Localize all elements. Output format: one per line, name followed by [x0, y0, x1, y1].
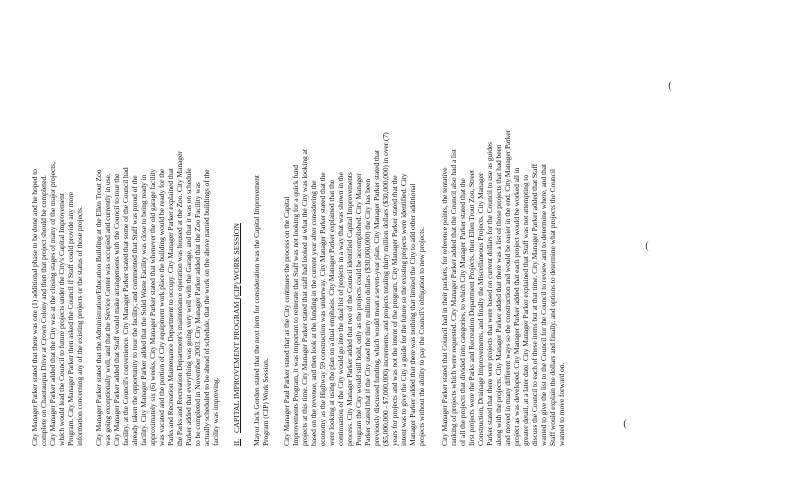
text-line: process. City Manager Parker added that two of the Council identified Capital Improvements [345, 172, 354, 446]
text-line: which would lead the Council to future projects under the City's Capital Improvement [57, 193, 66, 446]
text-line: City Manager Parker stated that Council had in their packets, for reference points, the tentative [440, 167, 449, 446]
text-line: greater detail, at a later date. City Manager Parker explained that Staff was not attempting to [521, 174, 530, 446]
text-line: discuss the Council to each of these items but at that time. City Manager Parker added that Staff [530, 163, 539, 446]
text-line: project as was developed. City Manager Parker added that each project would be worked all in [512, 167, 521, 446]
section-number: II. [232, 438, 241, 446]
text-line: Parker stated that if the City used the thirty million dollars ($30,000,000) the City has been [363, 178, 372, 446]
text-line: ($5,000,000 - $7,000,000) increments, and projects totaling thirty million dollars ($30,000,000) in over (7) [381, 132, 390, 446]
text-line: and moved in many different ways so the construction and would be easier in the end. City Manager Parker [503, 129, 512, 446]
text-line: City Manager Parker added that the City was at the closing stages of many of the major projects, [48, 162, 57, 446]
section-title: CAPITAL IMPROVEMENT PROGRAM (CIP) WORK SESSION [232, 222, 241, 433]
text-line: were looking at using the plan on a dual emphasis. City Manager Parker explained that the [327, 179, 336, 446]
margin-mark: ( [645, 240, 649, 252]
text-line: Improvements Program, it was important to reiterate that Staff was not looking for a quick fund [291, 165, 300, 446]
margin-mark: ( [623, 418, 627, 430]
text-line: actually scheduled to be ahead of schedule, that the work on the above named buildings of the [202, 169, 211, 446]
text-line: Program. City Manager Parker then asked the Council if Staff could provide any more [66, 192, 75, 446]
text-line: projects at this time. City Manager Parker stated that staff had looked at what the City was looking at [300, 149, 309, 446]
text-line: ranking of projects which were requested. City Manager Parker added that the Council also had a list [449, 149, 458, 446]
text-line: wanted to move forward on. [557, 362, 566, 446]
text-line: was going exceptionally well, and that the Service Center was occupied and currently in use. [103, 173, 112, 446]
text-line: continuation of the City would go into the dual list of projects in a way that was shown in the [336, 172, 345, 446]
text-line: complete on Chautauqua Drive at Crown Colony and then that project should be completed. [39, 175, 48, 446]
text-line: Parks and Recreation Maintenance Department to occupy. City Manager Parker explained that [166, 168, 175, 446]
text-line: Mayor Jack Gorden stated that the next item for consideration was the Capital Improvement [252, 175, 261, 446]
section-heading [232, 223, 241, 446]
text-line: Staff would explain the dollars and finally, and options to determine what projects the Council [548, 169, 557, 446]
text-line: intent was to give the City a guide for the future so the existing projects were identified. City [399, 173, 408, 446]
text-line: years for projects and was not the intent of the program. City Manager Parker stated that the [390, 175, 399, 446]
text-line: based on the revenue, and then look at the funding in the current year after considering the [309, 180, 318, 446]
text-line: information concerning any of the existing projects or the status of those projects. [75, 206, 84, 446]
text-line: City Manager Paul Parker stated that as the City continues the process on the Capital [282, 196, 291, 446]
text-line: facility, at the Council's convenience. City Manager Parker stated that some of the Council had [121, 167, 130, 446]
text-line: Manager Parker added that there was nothing that limited the City to add other additional [408, 183, 417, 446]
text-line: first projects were the Parks and Recreation Department Projects, then Ellen Trout Zoo, Street [467, 170, 476, 446]
text-line: City Manager Parker stated that the Administration/Education Building at the Ellen Trout Zoo [94, 169, 103, 446]
text-line: City Manager Parker added that Staff would make arrangements with the Council to tour the [112, 173, 121, 446]
text-line: Parker stated that there were projects that were based on current dollars for the Council to use as guides [485, 141, 494, 446]
text-line: Program the City would still hold, only as the projects could be accomplished. City Manager [354, 173, 363, 446]
text-line: Construction, Drainage Improvements, and finally the Miscellaneous Projects. City Manager [476, 172, 485, 446]
text-line: already taken the opportunity to tour the facility, and commented that Staff was proud of the [130, 175, 139, 446]
text-line: facility was improving. [211, 377, 220, 446]
text-line: economy as the Highway 59 construction was underway. City Manager Parker stated that the [318, 172, 327, 446]
text-line: Parker added that everything was going very well with the Garage, and that it was on schedule [184, 168, 193, 446]
text-line: was vacated and the portion of City equipment work place the building would be ready for the [157, 168, 166, 446]
text-line: Program (CIP) Work Session. [261, 358, 270, 446]
text-line: the Parks and Recreation Department's maintenance operation was housed at the Zoo. City Manager [175, 151, 184, 446]
text-line: of all the projects that divided into categories, to which City Manager Parker stated that the [458, 178, 467, 446]
text-line: to be completed in November 2003. City Manager Parker added that the Zoo Facility was [193, 182, 202, 446]
text-line: facility. City Manager Parker added that the Solid Waste Facility was close to being ready in [139, 174, 148, 446]
margin-mark: ( [668, 80, 672, 92]
text-line: previously discussed funding, which would mean a seven-year plan. City Manager Parker stated that [372, 150, 381, 446]
text-line: wanted to give the list to the Council for the Council to review and to determine where, and that [539, 164, 548, 446]
text-line: approximately six (6) weeks. City Manager Parker stated that whenever the old garage facility [148, 168, 157, 446]
text-line: along with the projects. City Manager Parker added that there was a list of those projects that had been [494, 144, 503, 446]
text-line: City Manager Parker stated that there was one (1) additional phase to be done and he hoped to [30, 169, 39, 446]
text-line: projects without the ability to pay the Council's obligation to new projects. [417, 227, 426, 446]
